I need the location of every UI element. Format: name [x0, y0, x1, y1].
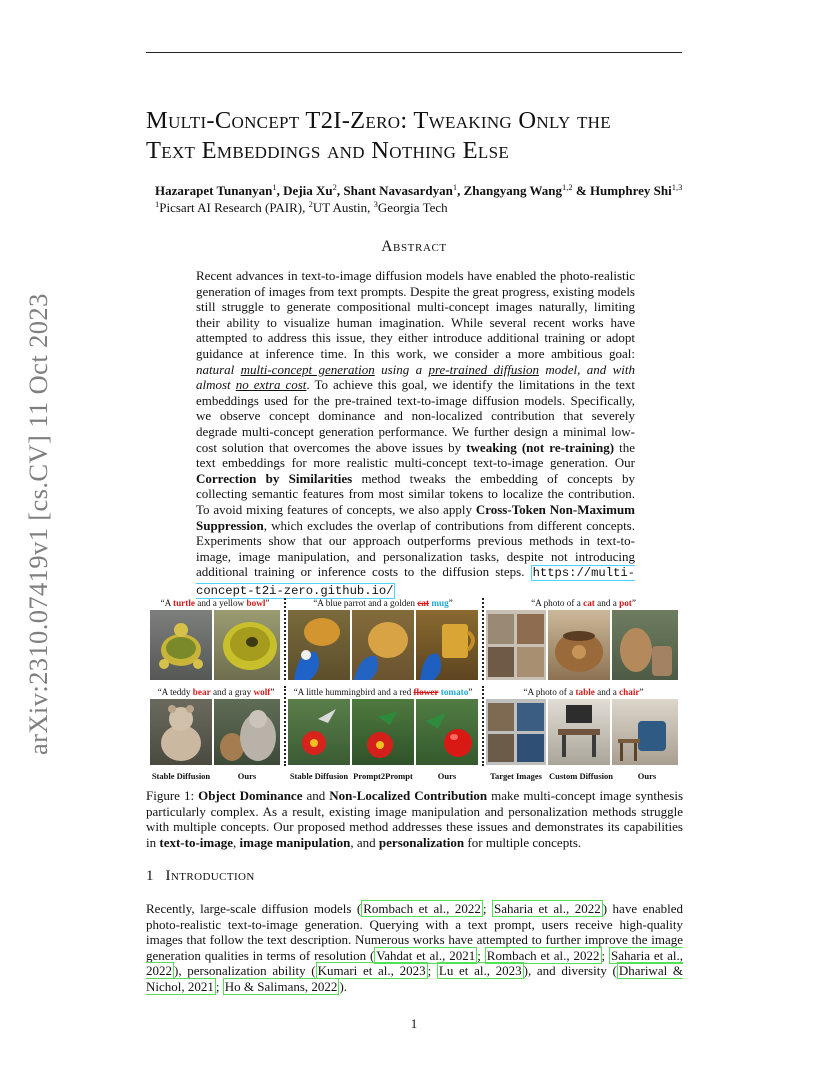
affil-sup: 2 [308, 199, 313, 209]
caption-bold: text-to-image [159, 834, 234, 850]
citation-link[interactable]: Kumari et al., 2023 [317, 963, 426, 979]
figure-caption [146, 788, 683, 850]
prompt-parrot-mug: “A blue parrot and a golden cat mug” [313, 598, 453, 608]
label-ours: Ours [437, 771, 457, 781]
intro-text: ; [477, 947, 485, 963]
citation-link[interactable]: Ho & Salimans, 2022 [224, 978, 338, 994]
author-sup: 1 [452, 182, 458, 192]
label-ours: Ours [637, 771, 657, 781]
image-target-table-chair [486, 699, 546, 765]
image-cd-table-chair [548, 699, 610, 765]
label-stable-diffusion: Stable Diffusion [151, 771, 211, 781]
affiliation: Picsart AI Research (PAIR), [159, 200, 309, 215]
citation-link[interactable]: Saharia et al., 2022 [146, 947, 683, 979]
caption-text: and [302, 788, 330, 803]
image-ours-hummingbird-tomato [416, 699, 478, 765]
abstract-text: . To achieve this goal, we identify the limitations in the text embeddings used for the pre-trained text-to-image diffusion models. Specifically, we observe concept dominance and non-localized contribution that severely degrade multi-concept generation performance. We further design a minimal low-cost solution that overcomes the above issues by [196, 377, 635, 455]
abstract-bold: Cross-Token Non-Maximum Suppression [196, 501, 636, 533]
intro-text: ). [339, 978, 348, 994]
abstract-text: the text embeddings for more realistic multi-concept text-to-image generation. Our [196, 439, 635, 471]
citation-link[interactable]: Rombach et al., 2022 [363, 901, 481, 916]
caption-bold: personalization [378, 834, 465, 850]
caption-bold: Non-Localized Contribution [329, 788, 488, 803]
affil-sup: 1 [155, 199, 160, 209]
title-line-2: Text Embeddings and Nothing Else [146, 137, 510, 164]
intro-text: ) have enabled photo-realistic text-to-image generation. Querying with a text prompt, users receive high-quality images that follow the text description. Numerous works have attempted to further improve the image generation qualities in terms of resolution ( [146, 901, 684, 963]
author-sup: 1,3 [671, 182, 683, 192]
figure-separator [482, 598, 484, 680]
author-sep: , [457, 183, 464, 198]
figure-separator [284, 686, 286, 766]
image-sd-bear [150, 699, 212, 765]
arxiv-identifier: arXiv:2310.07419v1 [cs.CV] 11 Oct 2023 [23, 293, 53, 755]
intro-text: ; [601, 947, 609, 963]
abstract-text: Recent advances in text-to-image diffusion models have enabled the photo-realistic generation of images from text prompts. Despite the great progress, existing models still struggle to generate compositional multi-concept images naturally, limiting their ability to visualize human imagination. While several recent works have attempted to address this issue, they either introduce additional training or adopt guidance at inference time. In this work, we consider a more ambitious goal: [196, 268, 635, 361]
abstract-text: , which excludes the overlap of contributions from different concepts. Experiments show that our approach outperforms previous methods in text-to-image, image manipulation, and personalization tasks, despite not introducing additional training or inference costs to the diffusion steps. [196, 517, 635, 580]
introduction-paragraph [146, 901, 683, 995]
image-ours-turtle-bowl [214, 610, 280, 680]
intro-text: ; [427, 963, 437, 979]
affiliations [155, 199, 715, 216]
abstract-heading: Abstract [381, 238, 447, 255]
goal-text: using a [374, 361, 429, 377]
image-target-cat-pot [486, 610, 546, 680]
intro-text: ), personalization ability ( [174, 963, 316, 979]
image-ours-table-chair [612, 699, 678, 765]
image-sd-hummingbird [288, 699, 350, 765]
intro-text: ; [215, 978, 223, 994]
caption-text: , and [350, 834, 379, 850]
abstract-bold: Correction by Similarities [196, 470, 353, 486]
label-prompt2prompt: Prompt2Prompt [353, 771, 413, 781]
caption-text: , [233, 834, 240, 850]
label-ours: Ours [237, 771, 257, 781]
caption-text: make multi-concept image synthesis particularly complex. As a result, existing image manipulation and personalization methods struggle with multiple concepts. Our proposed method addresses these issues and demonstrates its capabilities in [146, 788, 683, 850]
paper-title [146, 106, 706, 166]
title-line-1: Multi-Concept T2I-Zero: Tweaking Only the [146, 107, 611, 134]
page-number: 1 [410, 1016, 418, 1031]
author-sep: & [572, 183, 590, 198]
author-sup: 2 [332, 182, 337, 192]
image-cd-cat-pot [548, 610, 610, 680]
label-custom-diffusion: Custom Diffusion [549, 771, 613, 781]
citation-link[interactable]: Vahdat et al., 2021 [376, 947, 476, 963]
author-list [155, 182, 715, 199]
goal-underlined: multi-concept generation [240, 361, 375, 377]
citation-link[interactable]: Lu et al., 2023 [438, 963, 522, 979]
project-url-link[interactable]: https://multi-concept-t2i-zero.github.io/ [196, 566, 635, 598]
author-sep: , [336, 183, 344, 198]
goal-text: natural [196, 361, 241, 377]
figure-separator [482, 686, 484, 766]
image-p2p-hummingbird [352, 699, 414, 765]
author-sup: 1 [272, 182, 277, 192]
abstract-body [196, 268, 635, 599]
caption-bold: image manipulation [239, 834, 351, 850]
image-sd-turtle [150, 610, 212, 680]
label-stable-diffusion: Stable Diffusion [289, 771, 349, 781]
goal-underlined: pre-trained diffusion [428, 361, 540, 377]
author-sep: , [276, 183, 284, 198]
author: Zhangyang Wang [463, 183, 562, 198]
intro-text: ; [482, 901, 492, 916]
prompt-cat-pot: “A photo of a cat and a pot” [531, 598, 636, 608]
caption-text: for multiple concepts. [464, 834, 582, 850]
top-rule [146, 52, 682, 53]
author: Hazarapet Tunanyan [155, 183, 273, 198]
intro-text: ), and diversity ( [523, 963, 617, 979]
affil-sup: 3 [373, 199, 378, 209]
goal-text: model, and with almost [196, 361, 635, 393]
prompt-hummingbird-tomato: “A little hummingbird and a red flower tomato” [293, 687, 473, 697]
abstract-bold: tweaking (not re-training) [466, 439, 615, 455]
image-ours-bear-wolf [214, 699, 280, 765]
image-sd-parrot-cat [288, 610, 350, 680]
affiliation: UT Austin, [312, 200, 374, 215]
abstract-text: method tweaks the embedding of concepts by collecting semantic features from most similar tokens to localize the contribution. To avoid mixing features of concepts, we also apply [196, 470, 635, 517]
section-title: Introduction [165, 868, 255, 884]
section-number: 1 [146, 868, 154, 884]
intro-text: Recently, large-scale diffusion models ( [146, 901, 362, 916]
image-p2p-parrot-cat [352, 610, 414, 680]
caption-text: Figure 1: [146, 788, 199, 803]
author: Dejia Xu [283, 183, 333, 198]
citation-link[interactable]: Rombach et al., 2022 [486, 947, 600, 963]
label-target-images: Target Images [490, 771, 542, 781]
caption-bold: Object Dominance [198, 788, 303, 803]
author: Shant Navasardyan [343, 183, 453, 198]
image-ours-parrot-mug [416, 610, 478, 680]
citation-link[interactable]: Dhariwal & Nichol, 2021 [146, 963, 683, 994]
section-heading-introduction [146, 868, 255, 885]
goal-underlined: no extra cost [235, 377, 307, 393]
citation-link[interactable]: Saharia et al., 2022 [493, 901, 601, 916]
author: Humphrey Shi [589, 183, 672, 198]
affiliation: Georgia Tech [377, 200, 448, 215]
image-ours-cat-pot [612, 610, 678, 680]
figure-separator [284, 598, 286, 680]
prompt-turtle-bowl: “A turtle and a yellow bowl” [160, 598, 270, 608]
prompt-table-chair: “A photo of a table and a chair” [523, 687, 644, 697]
author-sup: 1,2 [561, 182, 573, 192]
prompt-bear-wolf: “A teddy bear and a gray wolf” [157, 687, 275, 697]
